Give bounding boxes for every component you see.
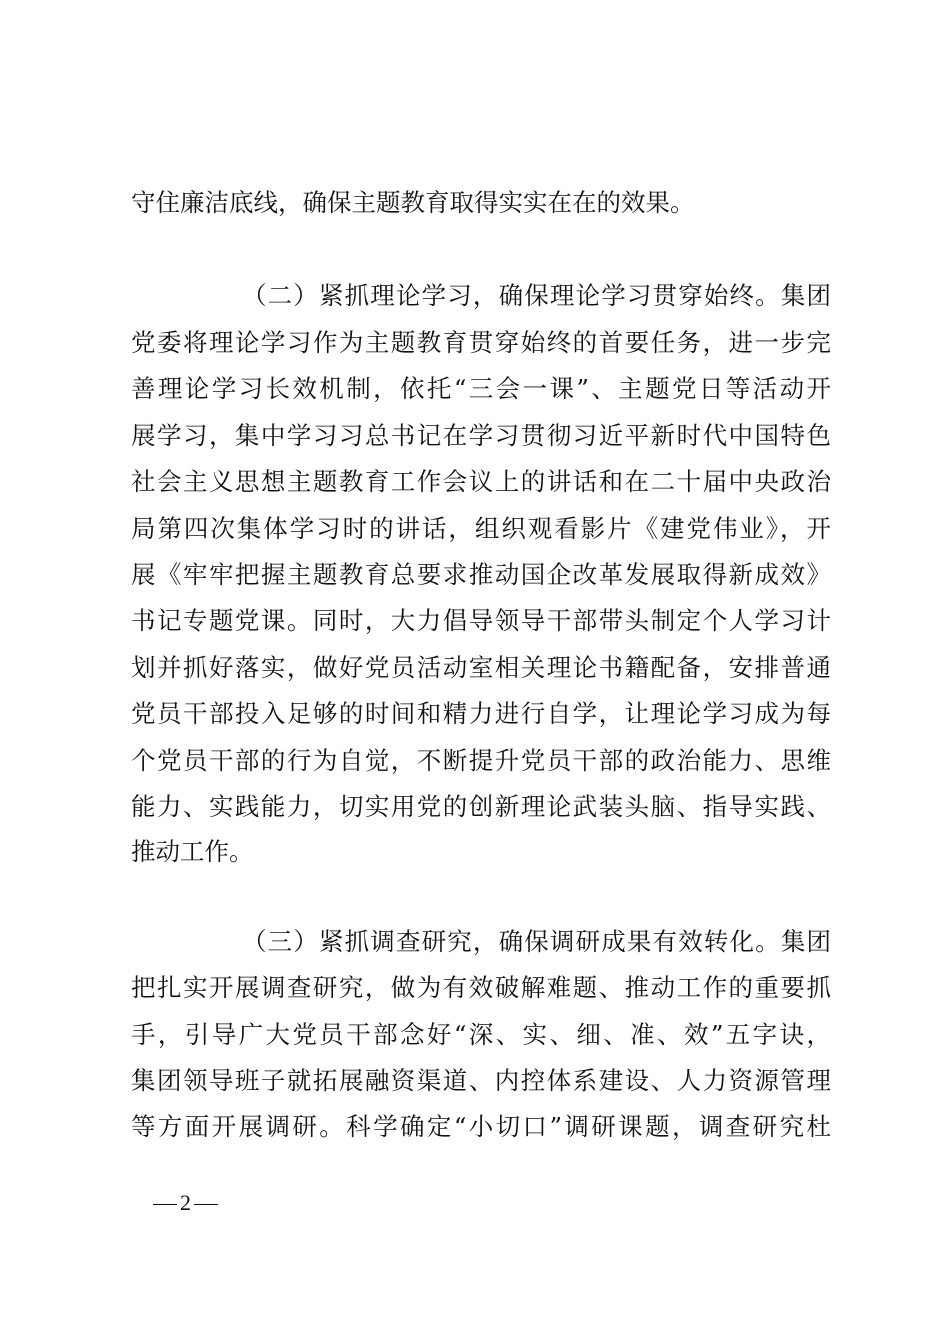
text-line: 党委将理论学习作为主题教育贯穿始终的首要任务，进一步完 [131, 328, 831, 357]
text-line: 书记专题党课。同时，大力倡导领导干部带头制定个人学习计 [131, 606, 831, 635]
text-line: 善理论学习长效机制，依托“三会一课”、主题党日等活动开 [131, 374, 831, 403]
text-line: 展学习，集中学习习总书记在学习贯彻习近平新时代中国特色 [131, 421, 831, 450]
text-line: 个党员干部的行为自觉，不断提升党员干部的政治能力、思维 [131, 746, 831, 775]
text-line: 划并抓好落实，做好党员活动室相关理论书籍配备，安排普通 [131, 653, 831, 682]
page-footer [150, 1188, 221, 1218]
text-line: 推动工作。 [131, 837, 254, 866]
text-line: 守住廉洁底线，确保主题教育取得实实在在的效果。 [131, 188, 695, 217]
text-line: 展《牢牢把握主题教育总要求推动国企改革发展取得新成效》 [131, 560, 831, 589]
footer-dash-left [153, 1204, 177, 1205]
page-number: 2 [180, 1190, 191, 1215]
section-heading-line: （二）紧抓理论学习，确保理论学习贯穿始终。集团 [242, 281, 831, 310]
text-line: 局第四次集体学习时的讲话，组织观看影片《建党伟业》，开 [131, 514, 831, 543]
text-line: 党员干部投入足够的时间和精力进行自学，让理论学习成为每 [131, 699, 831, 728]
text-line: 集团领导班子就拓展融资渠道、内控体系建设、人力资源管理 [131, 1066, 831, 1095]
text-line: 把扎实开展调查研究，做为有效破解难题、推动工作的重要抓 [131, 973, 831, 1002]
text-line: 社会主义思想主题教育工作会议上的讲话和在二十届中央政治 [131, 467, 831, 496]
text-line: 等方面开展调研。科学确定“小切口”调研课题，调查研究杜 [131, 1112, 831, 1141]
text-line: 能力、实践能力，切实用党的创新理论武装头脑、指导实践、 [131, 792, 831, 821]
text-line: 手，引导广大党员干部念好“深、实、细、准、效”五字诀， [131, 1020, 831, 1049]
footer-dash-right [194, 1204, 218, 1205]
section-heading-line: （三）紧抓调查研究，确保调研成果有效转化。集团 [242, 927, 831, 956]
